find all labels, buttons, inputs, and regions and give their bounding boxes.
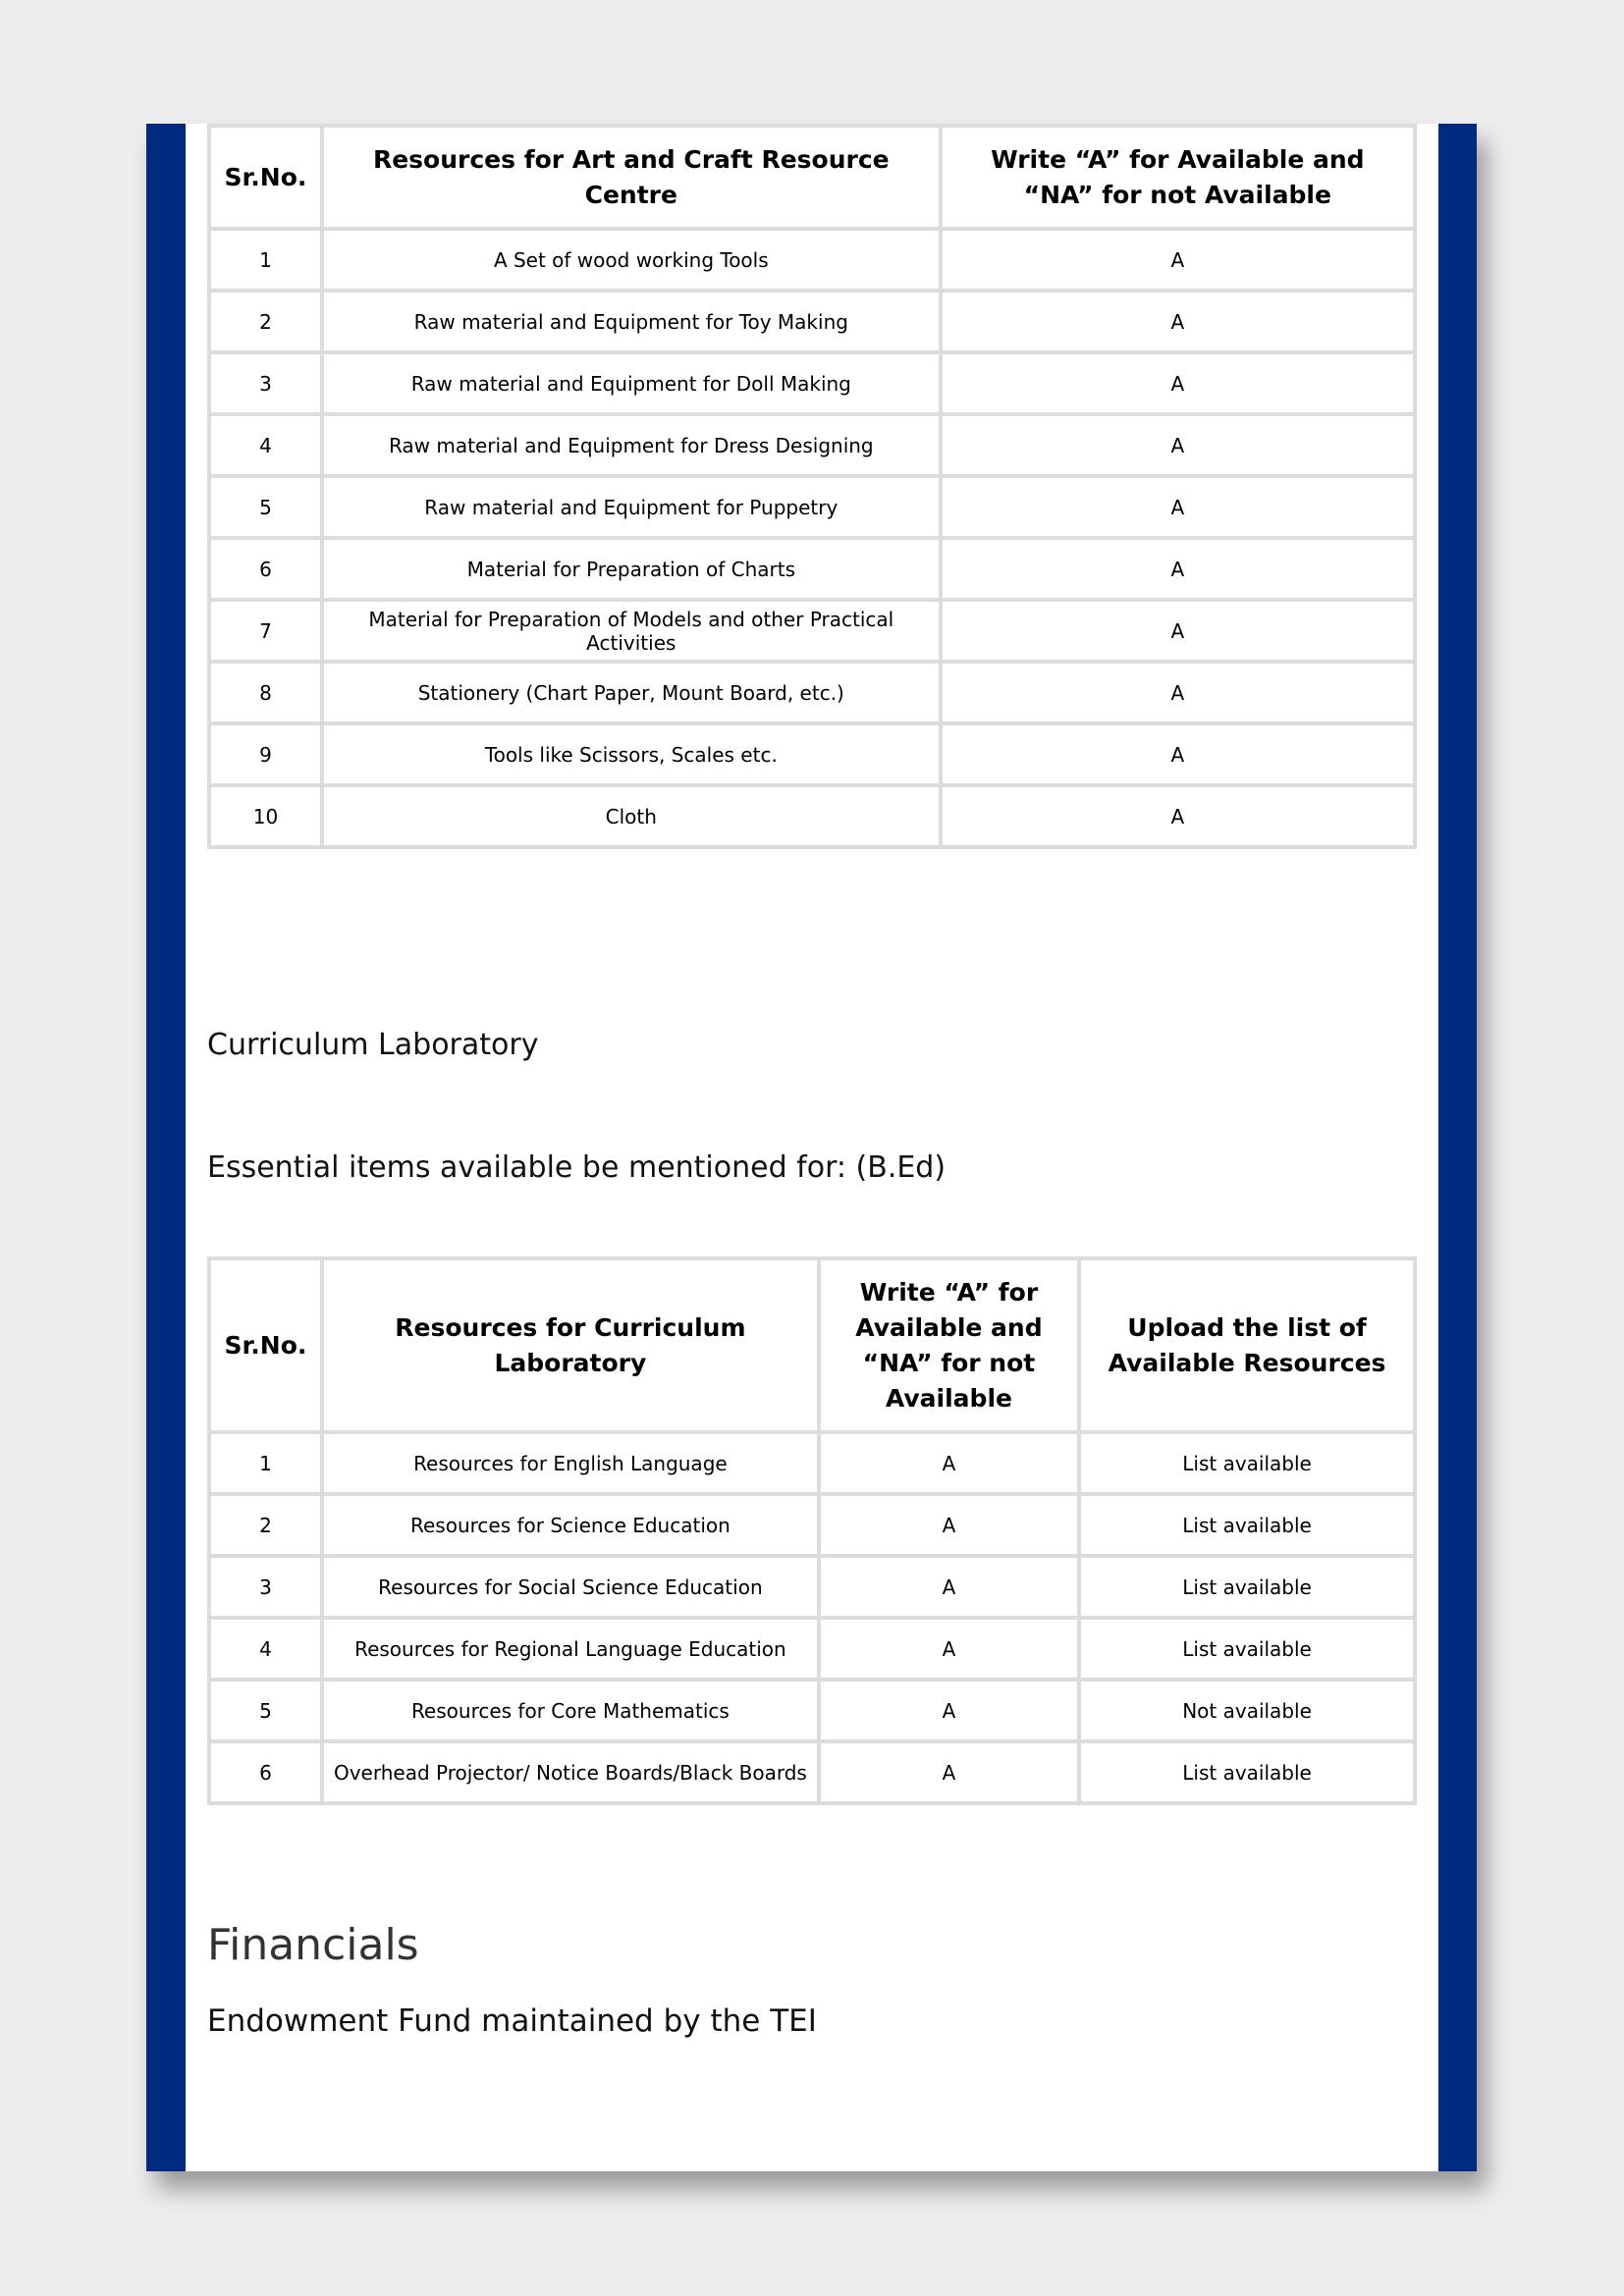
table-row	[209, 723, 1415, 785]
cell-sr-no: 9	[209, 723, 322, 785]
cell-sr-no: 5	[209, 1680, 322, 1741]
cell-availability: A	[941, 229, 1415, 291]
header-availability: Write “A” for Available and “NA” for not Available	[819, 1258, 1079, 1432]
table-row	[209, 1556, 1415, 1618]
table-row	[209, 600, 1415, 662]
cell-availability: A	[941, 600, 1415, 662]
table-row	[209, 538, 1415, 600]
cell-resource: Raw material and Equipment for Toy Making	[322, 291, 941, 352]
cell-availability: A	[819, 1741, 1079, 1803]
cell-list-status: List available	[1079, 1741, 1415, 1803]
cell-sr-no: 8	[209, 662, 322, 723]
cell-resource: A Set of wood working Tools	[322, 229, 941, 291]
table-header-row	[209, 1258, 1415, 1432]
cell-availability: A	[941, 352, 1415, 414]
cell-sr-no: 6	[209, 1741, 322, 1803]
financials-heading: Financials	[207, 1920, 419, 1970]
table-row	[209, 662, 1415, 723]
cell-resource: Tools like Scissors, Scales etc.	[322, 723, 941, 785]
table-row	[209, 1741, 1415, 1803]
cell-sr-no: 4	[209, 414, 322, 476]
cell-availability: A	[941, 662, 1415, 723]
header-sr-no: Sr.No.	[209, 1258, 322, 1432]
cell-availability: A	[819, 1494, 1079, 1556]
table-row	[209, 1680, 1415, 1741]
cell-availability: A	[941, 538, 1415, 600]
cell-list-status: List available	[1079, 1494, 1415, 1556]
cell-resource: Material for Preparation of Models and other Practical Activities	[322, 600, 941, 662]
cell-sr-no: 1	[209, 1432, 322, 1494]
cell-resource: Raw material and Equipment for Puppetry	[322, 476, 941, 538]
curriculum-resources-table	[207, 1256, 1417, 1805]
cell-availability: A	[941, 414, 1415, 476]
cell-sr-no: 6	[209, 538, 322, 600]
cell-sr-no: 1	[209, 229, 322, 291]
table-row	[209, 352, 1415, 414]
table-row	[209, 229, 1415, 291]
cell-availability: A	[819, 1618, 1079, 1680]
cell-sr-no: 5	[209, 476, 322, 538]
cell-resource: Resources for English Language	[322, 1432, 819, 1494]
cell-resource: Raw material and Equipment for Dress Designing	[322, 414, 941, 476]
header-sr-no: Sr.No.	[209, 126, 322, 229]
cell-resource: Raw material and Equipment for Doll Making	[322, 352, 941, 414]
cell-availability: A	[819, 1680, 1079, 1741]
cell-list-status: List available	[1079, 1556, 1415, 1618]
cell-list-status: List available	[1079, 1618, 1415, 1680]
endowment-fund-heading: Endowment Fund maintained by the TEI	[207, 2003, 817, 2039]
header-resources: Resources for Curriculum Laboratory	[322, 1258, 819, 1432]
page-content	[186, 124, 1438, 2171]
header-upload-list: Upload the list of Available Resources	[1079, 1258, 1415, 1432]
cell-resource: Overhead Projector/ Notice Boards/Black Boards	[322, 1741, 819, 1803]
header-availability: Write “A” for Available and “NA” for not Available	[941, 126, 1415, 229]
cell-sr-no: 10	[209, 785, 322, 847]
cell-resource: Resources for Regional Language Education	[322, 1618, 819, 1680]
table-row	[209, 291, 1415, 352]
cell-sr-no: 2	[209, 291, 322, 352]
cell-list-status: Not available	[1079, 1680, 1415, 1741]
table-row	[209, 785, 1415, 847]
cell-sr-no: 3	[209, 1556, 322, 1618]
cell-availability: A	[819, 1432, 1079, 1494]
cell-resource: Resources for Science Education	[322, 1494, 819, 1556]
art-craft-resources-table	[207, 124, 1417, 849]
table-row	[209, 476, 1415, 538]
table-row	[209, 414, 1415, 476]
cell-resource: Material for Preparation of Charts	[322, 538, 941, 600]
curriculum-laboratory-heading: Curriculum Laboratory	[207, 1028, 539, 1062]
cell-sr-no: 7	[209, 600, 322, 662]
cell-resource: Resources for Social Science Education	[322, 1556, 819, 1618]
cell-list-status: List available	[1079, 1432, 1415, 1494]
cell-sr-no: 3	[209, 352, 322, 414]
table-row	[209, 1432, 1415, 1494]
cell-sr-no: 2	[209, 1494, 322, 1556]
cell-availability: A	[819, 1556, 1079, 1618]
cell-sr-no: 4	[209, 1618, 322, 1680]
table-row	[209, 1494, 1415, 1556]
cell-resource: Resources for Core Mathematics	[322, 1680, 819, 1741]
cell-availability: A	[941, 723, 1415, 785]
essential-items-heading: Essential items available be mentioned for: (B.Ed)	[207, 1150, 947, 1185]
cell-availability: A	[941, 291, 1415, 352]
cell-availability: A	[941, 476, 1415, 538]
header-resources: Resources for Art and Craft Resource Centre	[322, 126, 941, 229]
cell-resource: Cloth	[322, 785, 941, 847]
table-row	[209, 1618, 1415, 1680]
table-header-row	[209, 126, 1415, 229]
cell-availability: A	[941, 785, 1415, 847]
cell-resource: Stationery (Chart Paper, Mount Board, etc.)	[322, 662, 941, 723]
